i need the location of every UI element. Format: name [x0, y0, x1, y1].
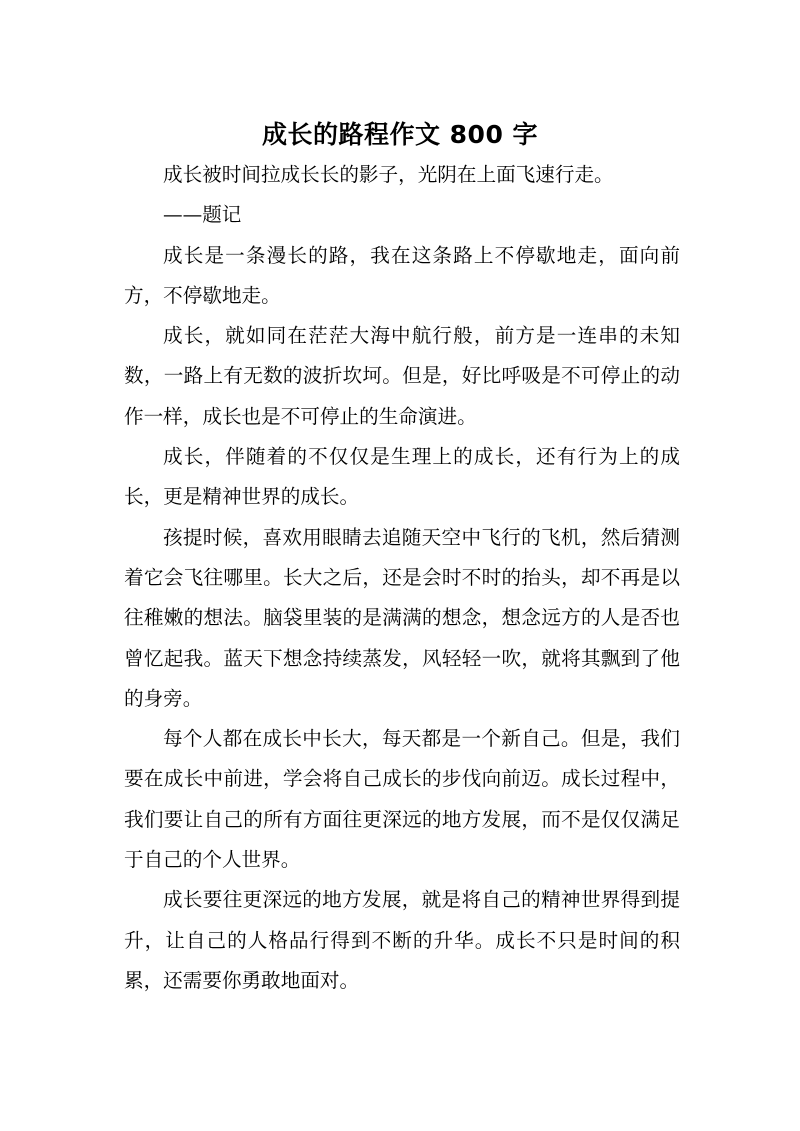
- paragraph: 成长，伴随着的不仅仅是生理上的成长，还有行为上的成长，更是精神世界的成长。: [124, 445, 680, 509]
- document-title: 成长的路程作文 800 字: [261, 119, 539, 149]
- paragraph: 成长，就如同在茫茫大海中航行般，前方是一连串的未知数，一路上有无数的波折坎坷。但是，好比呼吸是不可停止的动作一样，成长也是不可停止的生命演进。: [124, 324, 680, 428]
- paragraph: 成长是一条漫长的路，我在这条路上不停歇地走，面向前方，不停歇地走。: [124, 243, 680, 307]
- paragraph-epigraph: 成长被时间拉成长长的影子，光阴在上面飞速行走。: [163, 163, 614, 186]
- paragraph: 成长要往更深远的地方发展，就是将自己的精神世界得到提升，让自己的人格品行得到不断的升华。成长不只是时间的积累，还需要你勇敢地面对。: [124, 888, 680, 992]
- paragraph-epigraph-attribution: ——题记: [163, 203, 242, 227]
- paragraph: 每个人都在成长中长大，每天都是一个新自己。但是，我们要在成长中前进，学会将自己成长的步伐向前迈。成长过程中，我们要让自己的所有方面往更深远的地方发展，而不是仅仅满足于自己的个人世界。: [124, 727, 680, 872]
- paragraph: 孩提时候，喜欢用眼睛去追随天空中飞行的飞机，然后猜测着它会飞往哪里。长大之后，还是会时不时的抬头，却不再是以往稚嫩的想法。脑袋里装的是满满的想念，想念远方的人是否也曾忆起我。蓝天下想念持续蒸发，风轻轻一吹，就将其飘到了他的身旁。: [124, 525, 680, 710]
- document-body: [124, 155, 680, 1001]
